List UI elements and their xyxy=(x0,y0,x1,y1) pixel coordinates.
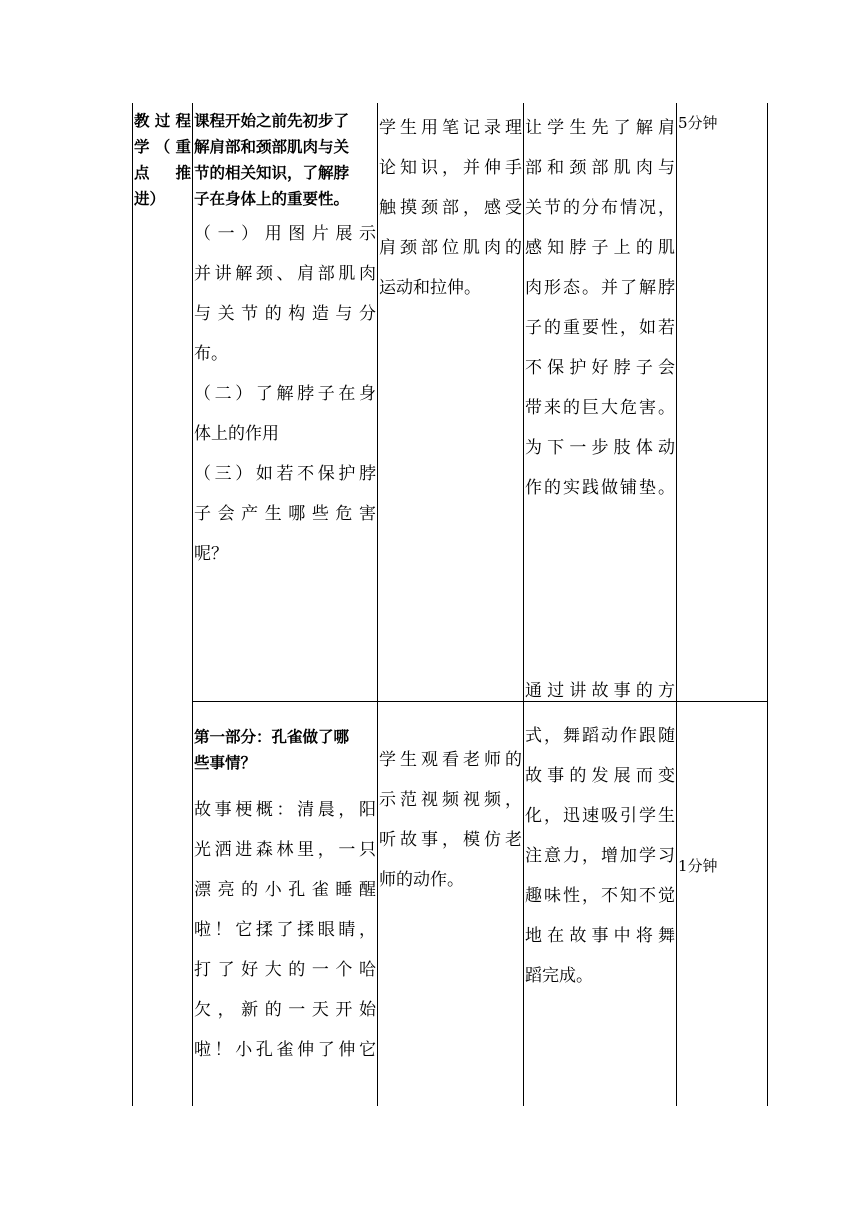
text-line: 部和颈部肌肉与 xyxy=(525,158,675,178)
text-line: 课程开始之前先初步了 xyxy=(194,112,350,130)
text-line: 第一部分：孔雀做了哪 xyxy=(194,728,350,746)
text-line: 为下一步肢体动 xyxy=(525,438,675,458)
row-divider xyxy=(192,701,767,702)
table-divider-col5 xyxy=(676,103,677,1106)
text-line: 啦！它揉了揉眼睛， xyxy=(194,920,376,940)
row1-col2-cell xyxy=(194,108,376,574)
text-line: 节的相关知识，了解脖 xyxy=(194,164,350,182)
text-line: 师的动作。 xyxy=(379,870,464,890)
row1-col2-bold-intro xyxy=(194,108,376,212)
text-line: 故事梗概：清晨，阳 xyxy=(194,800,376,820)
text-line: 注意力，增加学习 xyxy=(525,846,675,866)
row1-col5-duration xyxy=(678,110,766,136)
text-line: 论知识，并伸手 xyxy=(379,158,522,178)
text-line: 作的实践做铺垫。 xyxy=(525,478,675,498)
row2-col2-cell xyxy=(194,724,376,1070)
text-line: 故事的发展而变 xyxy=(525,766,675,786)
text-line: （二）了解脖子在身 xyxy=(194,384,376,404)
table-border-left xyxy=(132,103,133,1106)
text-line: 布。 xyxy=(194,344,228,364)
duration-text: 1分钟 xyxy=(678,857,718,875)
text-line: 听故事，模仿老 xyxy=(379,830,522,850)
text-line: 学（重 xyxy=(134,138,191,156)
text-line: 式，舞蹈动作跟随 xyxy=(525,726,675,746)
duration-text: 5分钟 xyxy=(678,114,718,132)
text-line: 子在身体上的重要性。 xyxy=(194,190,350,208)
row2-col3-cell xyxy=(379,740,522,900)
row1-col4-tail xyxy=(525,671,675,711)
text-line: 触摸颈部，感受 xyxy=(379,198,522,218)
text-line: 肉形态。并了解脖 xyxy=(525,278,675,298)
text-line: 不保护好脖子会 xyxy=(525,358,675,378)
table-border-right xyxy=(767,103,768,1106)
text-line: 教过程 xyxy=(134,112,191,130)
text-line: 地在故事中将舞 xyxy=(525,926,675,946)
text-line: 漂亮的小孔雀睡醒 xyxy=(194,880,376,900)
text-line: 并讲解颈、肩部肌肉 xyxy=(194,264,376,284)
text-line: （三）如若不保护脖 xyxy=(194,464,376,484)
text-line: （一）用图片展示 xyxy=(194,224,376,244)
text-line: 学生用笔记录理 xyxy=(379,118,522,138)
text-line: 呢？ xyxy=(194,544,228,564)
text-line: 子的重要性，如若 xyxy=(525,318,675,338)
text-line: 示范视频视频， xyxy=(379,790,522,810)
row1-col3-cell xyxy=(379,108,522,308)
text-line: 子会产生哪些危害 xyxy=(194,504,376,524)
text-line: 学生观看老师的 xyxy=(379,750,522,770)
text-line: 肩颈部位肌肉的 xyxy=(379,238,522,258)
row1-col1-cell xyxy=(134,108,191,212)
text-line: 解肩部和颈部肌肉与关 xyxy=(194,138,350,156)
text-line: 通过讲故事的方 xyxy=(525,681,675,701)
row2-col5-duration xyxy=(678,853,766,879)
text-line: 化，迅速吸引学生 xyxy=(525,806,675,826)
text-line: 欠，新的一天开始 xyxy=(194,1000,376,1020)
row1-col4-cell xyxy=(525,108,675,508)
text-line: 让学生先了解肩 xyxy=(525,118,675,138)
row2-col2-body xyxy=(194,790,376,1070)
text-line: 带来的巨大危害。 xyxy=(525,398,675,418)
text-line: 关节的分布情况， xyxy=(525,198,675,218)
table-divider-col4 xyxy=(523,103,524,1106)
text-line: 体上的作用 xyxy=(194,424,279,444)
row2-col2-heading xyxy=(194,724,376,776)
row1-col2-body xyxy=(194,214,376,574)
text-line: 些事情？ xyxy=(194,754,257,772)
table-divider-col3 xyxy=(377,103,378,1106)
text-line: 运动和拉伸。 xyxy=(379,278,481,298)
text-line: 点 推 xyxy=(134,164,191,182)
text-line: 啦！小孔雀伸了伸它 xyxy=(194,1040,376,1060)
text-line: 与关节的构造与分 xyxy=(194,304,376,324)
text-line: 蹈完成。 xyxy=(525,966,593,986)
table-divider-col2 xyxy=(192,103,193,1106)
text-line: 打了好大的一个哈 xyxy=(194,960,376,980)
text-line: 进） xyxy=(134,190,166,208)
text-line: 感知脖子上的肌 xyxy=(525,238,675,258)
text-line: 光洒进森林里，一只 xyxy=(194,840,376,860)
row2-col4-cell xyxy=(525,716,675,996)
text-line: 趣味性，不知不觉 xyxy=(525,886,675,906)
